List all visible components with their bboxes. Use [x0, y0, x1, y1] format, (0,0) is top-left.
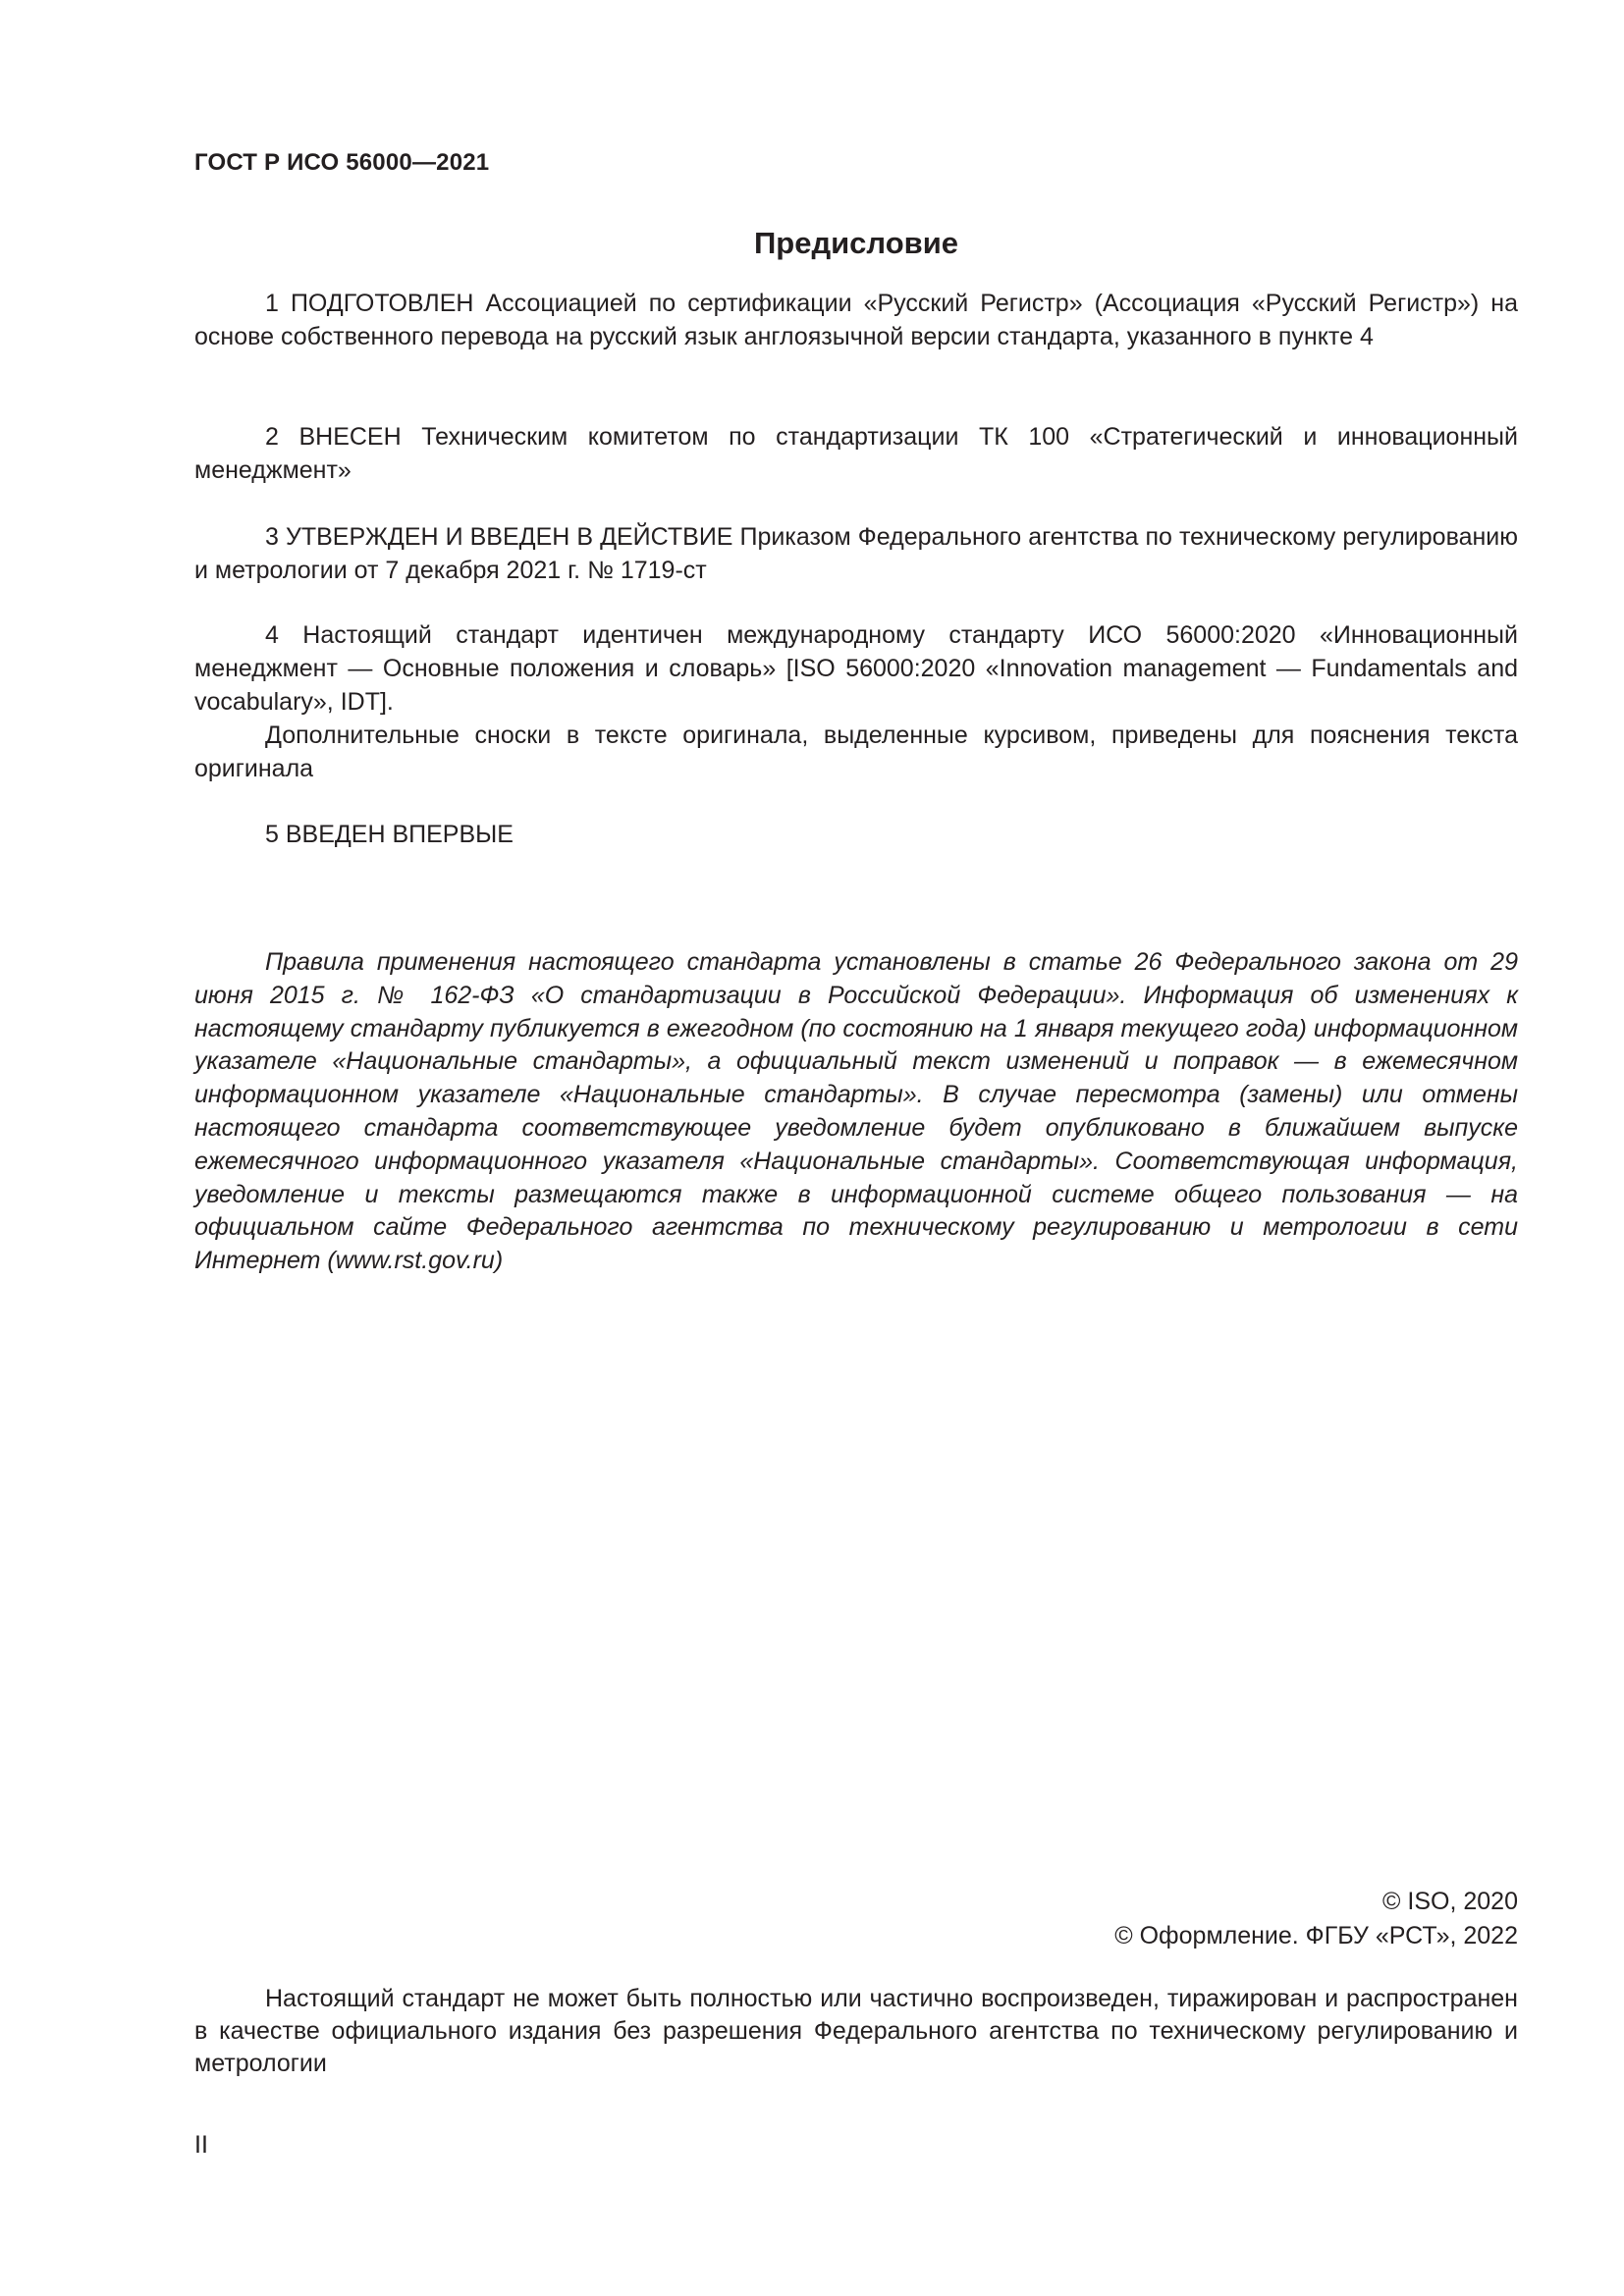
copyright-rst: © Оформление. ФГБУ «РСТ», 2022 — [1114, 1922, 1518, 1949]
foreword-item-1-text: 1 ПОДГОТОВЛЕН Ассоциацией по сертификации «Русский Регистр» (Ассоциация «Русский Регистр») на основе собственного перевода на русский язык англоязычной версии стандарта, указанного в пункте 4 — [194, 290, 1518, 350]
foreword-item-2 — [194, 420, 1518, 487]
copyright-block — [1114, 1885, 1518, 1953]
application-rules-text: Правила применения настоящего стандарта установлены в статье 26 Федерального закона от 29 июня 2015 г. № 162-ФЗ «О стандартизации в Российской Федерации». Информация об изменениях к настоящему стандарту публикуется в ежегодном (по состоянию на 1 января текущего года) информационном указателе «Национальные стандарты», а официальный текст изменений и поправок — в ежемесячном информационном указателе «Национальные стандарты». В случае пересмотра (замены) или отмены настоящего стандарта соответствующее уведомление будет опубликовано в ближайшем выпуске ежемесячного информационного указателя «Национальные стандарты». Соответствующая информация, уведомление и тексты размещаются также в информационной системе общего пользования — на официальном сайте Федерального агентства по техническому регулированию и метрологии в сети Интернет (www.rst.gov.ru) — [194, 948, 1518, 1275]
page-number: II — [194, 2131, 208, 2159]
foreword-item-2-text: 2 ВНЕСЕН Техническим комитетом по стандартизации ТК 100 «Стратегический и инновационный менеджмент» — [194, 423, 1518, 484]
foreword-item-5 — [194, 818, 1518, 851]
foreword-item-1 — [194, 287, 1518, 353]
foreword-item-4-text: 4 Настоящий стандарт идентичен международному стандарту ИСО 56000:2020 «Инновационный менеджмент — Основные положения и словарь» [ISO 56000:2020 «Innovation management — Fundamentals and vocabulary», IDT]. — [194, 621, 1518, 716]
foreword-item-5-text: 5 ВВЕДЕН ВПЕРВЫЕ — [265, 821, 514, 848]
foreword-item-4-note: Дополнительные сноски в тексте оригинала, выделенные курсивом, приведены для пояснения текста оригинала — [194, 721, 1518, 782]
document-code: ГОСТ Р ИСО 56000—2021 — [194, 149, 490, 176]
foreword-item-3 — [194, 520, 1518, 587]
foreword-item-3-text: 3 УТВЕРЖДЕН И ВВЕДЕН В ДЕЙСТВИЕ Приказом Федерального агентства по техническому регулированию и метрологии от 7 декабря 2021 г. № 1719-ст — [194, 523, 1518, 584]
foreword-item-4 — [194, 618, 1518, 785]
page-title: Предисловие — [753, 226, 958, 260]
copyright-iso: © ISO, 2020 — [1382, 1888, 1518, 1915]
reproduction-notice: Настоящий стандарт не может быть полностью или частично воспроизведен, тиражирован и распространен в качестве официального издания без разрешения Федерального агентства по техническому регулированию и метрологии — [194, 1985, 1518, 2077]
